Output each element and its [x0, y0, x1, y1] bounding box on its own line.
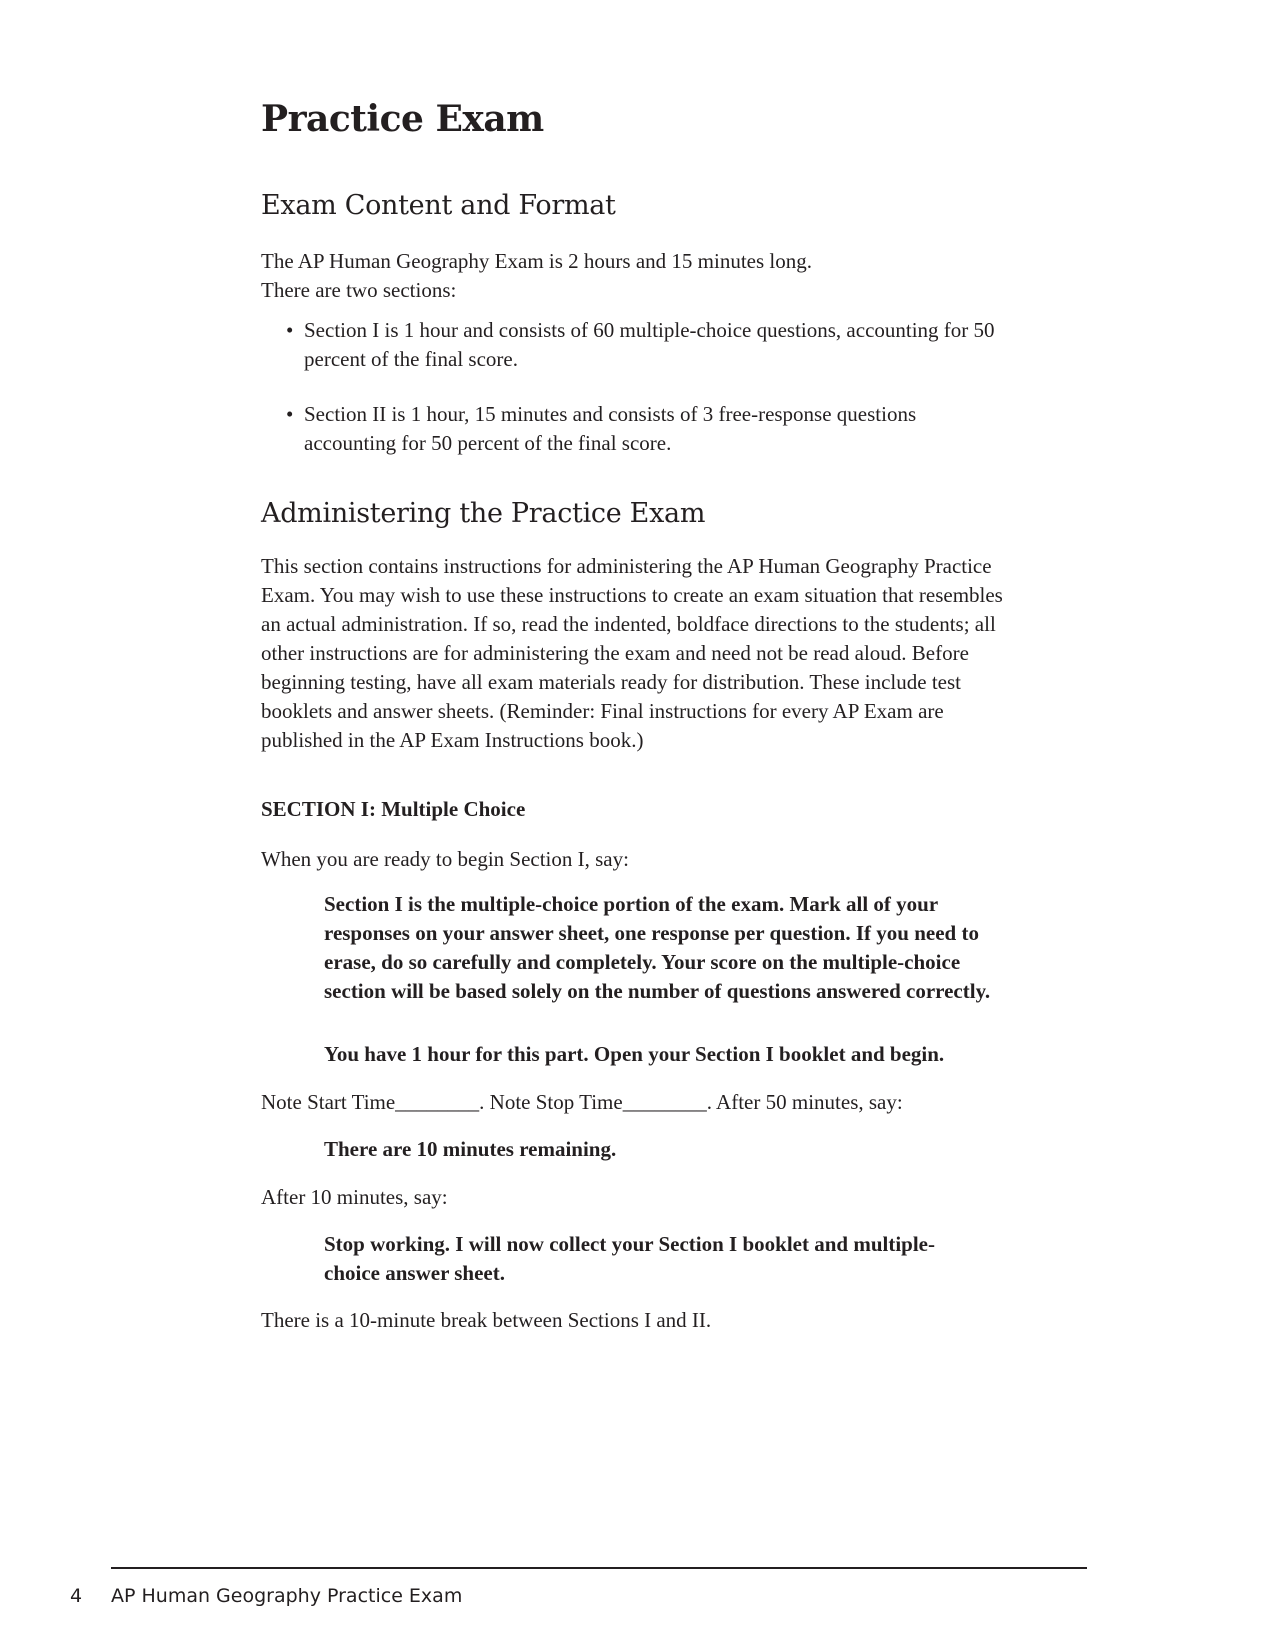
page-number: 4 — [70, 1585, 83, 1607]
intro-line-2: There are two sections: — [261, 278, 457, 302]
footer-title: AP Human Geography Practice Exam — [111, 1585, 463, 1607]
sections-list-2 — [286, 400, 1006, 458]
when-ready-text: When you are ready to begin Section I, say: — [261, 847, 629, 871]
footer-divider — [111, 1567, 1087, 1569]
after-ten-text: After 10 minutes, say: — [261, 1185, 448, 1209]
directions-stop: Stop working. I will now collect your Section I booklet and multiple-choice answer sheet. — [324, 1232, 935, 1285]
section-one-heading: SECTION I: Multiple Choice — [261, 797, 526, 821]
page-title: Practice Exam — [261, 98, 544, 140]
directions-remaining: There are 10 minutes remaining. — [324, 1137, 617, 1161]
exam-content-format-heading: Exam Content and Format — [261, 190, 616, 221]
intro-line-1: The AP Human Geography Exam is 2 hours and 15 minutes long. — [261, 249, 812, 273]
list-item: • Section I is 1 hour and consists of 60 multiple-choice questions, accounting for 50 percent of the final score. — [286, 316, 1006, 374]
directions-begin: You have 1 hour for this part. Open your Section I booklet and begin. — [324, 1042, 945, 1066]
directions-section-one: Section I is the multiple-choice portion of the exam. Mark all of your responses on your answer sheet, one response per question. If you need to erase, do so carefully and completely. Your score on the multiple-choice section will be based solely on the number of questions answered correctly. — [324, 892, 991, 1003]
break-note: There is a 10-minute break between Sections I and II. — [261, 1308, 712, 1332]
list-item: • Section II is 1 hour, 15 minutes and consists of 3 free-response questions accounting for 50 percent of the final score. — [286, 400, 1006, 458]
administering-heading: Administering the Practice Exam — [261, 498, 706, 529]
administering-paragraph: This section contains instructions for administering the AP Human Geography Practice Exam. You may wish to use these instructions to create an exam situation that resembles an actual administration. If so, read the indented, boldface directions to the students; all other instructions are for administering the exam and need not be read aloud. Before beginning testing, have all exam materials ready for distribution. These include test booklets and answer sheets. (Reminder: Final instructions for every AP Exam are published in the AP Exam Instructions book.) — [261, 554, 1003, 752]
note-time-text: Note Start Time________. Note Stop Time________. After 50 minutes, say: — [261, 1090, 903, 1114]
sections-list — [286, 316, 1006, 374]
